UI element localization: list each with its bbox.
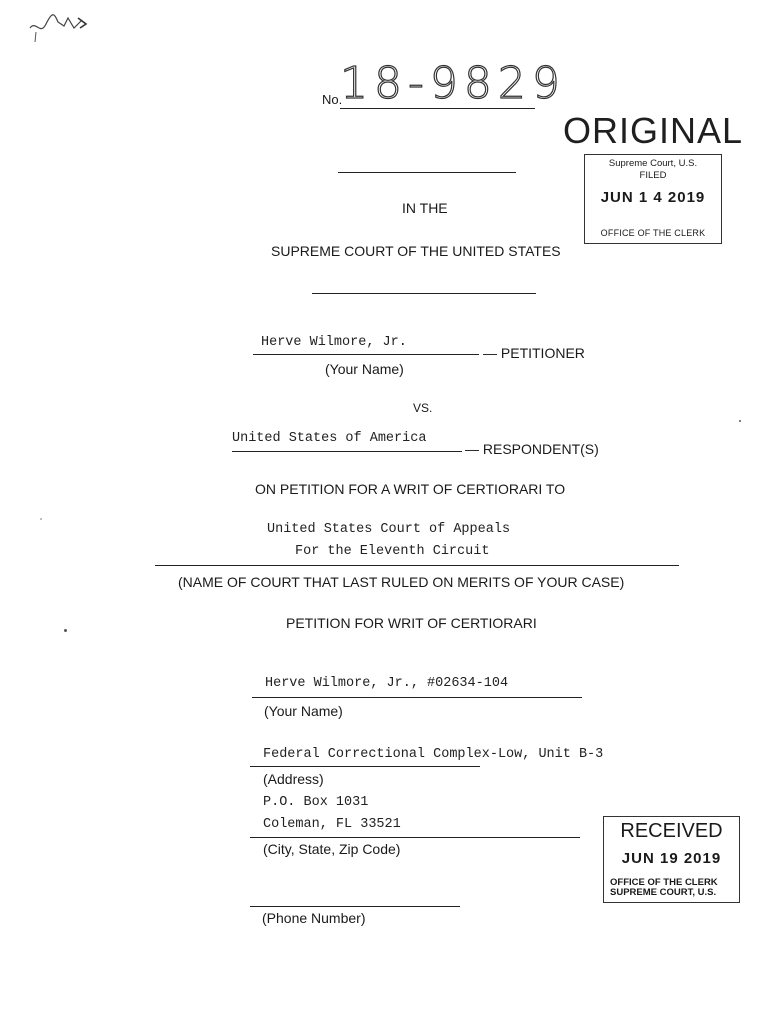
docket-prefix: No.	[322, 92, 343, 107]
scan-speck	[739, 420, 741, 422]
contact-city-state-zip: Coleman, FL 33521	[263, 817, 401, 832]
scan-speck	[40, 518, 42, 520]
respondent-line	[232, 451, 462, 452]
contact-name-line	[252, 697, 582, 698]
petitioner-hint: (Your Name)	[325, 361, 404, 377]
on-petition-heading: ON PETITION FOR A WRIT OF CERTIORARI TO	[255, 481, 566, 497]
petition-title: PETITION FOR WRIT OF CERTIORARI	[286, 615, 537, 631]
contact-name-hint: (Your Name)	[264, 703, 343, 719]
in-the-heading: IN THE	[402, 200, 448, 216]
contact-address-hint: (Address)	[263, 771, 324, 787]
received-stamp-label: RECEIVED	[620, 820, 723, 842]
petitioner-name: Herve Wilmore, Jr.	[261, 335, 407, 350]
handwritten-mark	[26, 6, 96, 46]
filed-stamp	[584, 154, 722, 244]
contact-city-line	[250, 837, 580, 838]
scan-speck	[64, 629, 67, 632]
lower-court-line2: For the Eleventh Circuit	[295, 544, 490, 559]
contact-phone-line	[250, 906, 460, 907]
filed-stamp-date: JUN 1 4 2019	[600, 189, 706, 206]
petitioner-role: — PETITIONER	[483, 345, 585, 361]
received-stamp-office-2: SUPREME COURT, U.S.	[610, 887, 717, 898]
lower-court-hint: (NAME OF COURT THAT LAST RULED ON MERITS OF YOUR CASE)	[178, 574, 625, 590]
filed-stamp-office: OFFICE OF THE CLERK	[600, 228, 706, 238]
contact-address: Federal Correctional Complex-Low, Unit B-3	[263, 747, 604, 762]
petitioner-line	[253, 354, 479, 355]
contact-po-box: P.O. Box 1031	[263, 795, 369, 810]
filed-stamp-status: FILED	[639, 170, 667, 181]
versus-label: VS.	[413, 401, 433, 415]
filed-stamp-court: Supreme Court, U.S.	[608, 158, 698, 169]
contact-name: Herve Wilmore, Jr., #02634-104	[265, 676, 509, 691]
respondent-name: United States of America	[232, 431, 427, 446]
heading-bottom-rule	[312, 293, 536, 294]
contact-city-hint: (City, State, Zip Code)	[263, 841, 401, 857]
lower-court-line	[155, 565, 679, 566]
lower-court-line1: United States Court of Appeals	[267, 522, 511, 537]
respondent-role: — RESPONDENT(S)	[465, 441, 599, 457]
original-stamp: ORIGINAL	[563, 110, 744, 151]
received-stamp	[603, 816, 740, 903]
contact-address-line	[250, 766, 480, 767]
received-stamp-office-1: OFFICE OF THE CLERK	[610, 877, 718, 888]
heading-top-rule	[338, 172, 516, 173]
contact-phone-hint: (Phone Number)	[262, 910, 366, 926]
docket-underline	[340, 108, 535, 109]
docket-number: 18-9829	[340, 58, 566, 109]
received-stamp-date: JUN 19 2019	[621, 850, 722, 867]
court-heading: SUPREME COURT OF THE UNITED STATES	[271, 243, 561, 259]
